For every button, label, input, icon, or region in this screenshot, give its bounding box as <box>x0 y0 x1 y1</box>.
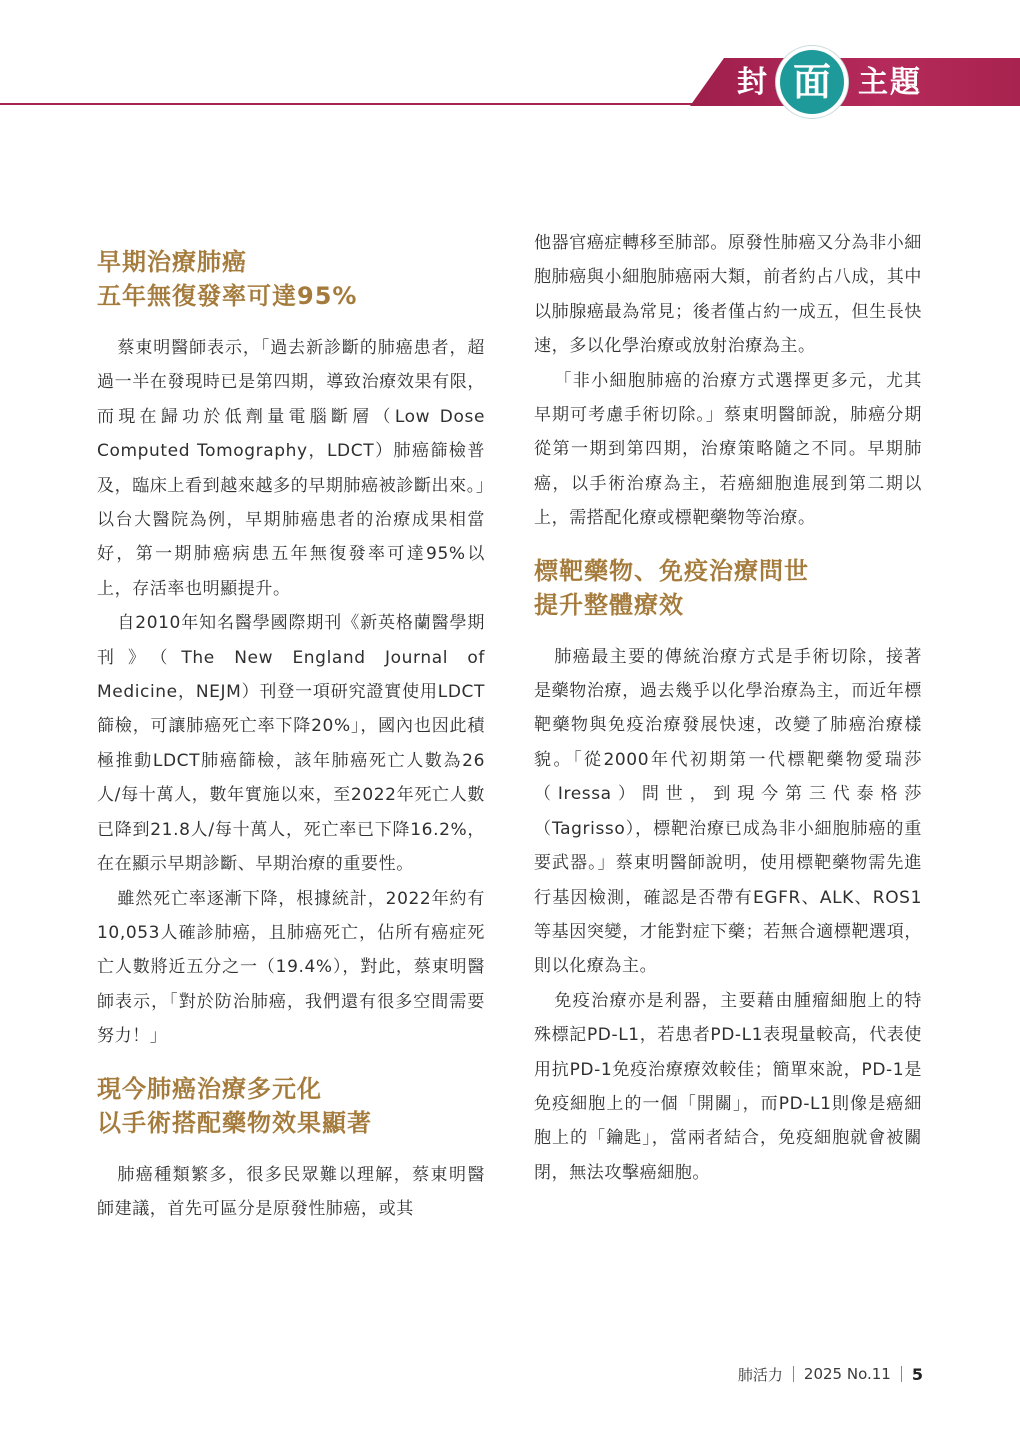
section-heading-diverse-treatment <box>97 1072 485 1140</box>
header-rule <box>0 103 700 105</box>
heading-line: 標靶藥物、免疫治療問世 <box>534 556 809 585</box>
body-paragraph: 肺癌種類繁多，很多民眾難以理解，蔡東明醫師建議，首先可區分是原發性肺癌，或其 <box>97 1164 485 1219</box>
section-heading-targeted-immuno <box>534 554 922 622</box>
section-heading-early-treatment <box>97 245 485 313</box>
body-paragraph: 免疫治療亦是利器，主要藉由腫瘤細胞上的特殊標記PD-L1，若患者PD-L1表現量較高，代表使用抗PD-1免疫治療療效較佳；簡單來說，PD-1是免疫細胞上的一個「開關」，而PD-L1則像是癌細胞上的「鑰匙」，當兩者結合，免疫細胞就會被關閉，無法攻擊癌細胞。 <box>534 990 922 1183</box>
heading-line: 以手術搭配藥物效果顯著 <box>97 1108 372 1137</box>
heading-line: 提升整體療效 <box>534 590 684 619</box>
page-footer <box>738 1362 923 1386</box>
body-paragraph: 雖然死亡率逐漸下降，根據統計，2022年約有10,053人確診肺癌，且肺癌死亡，佔所有癌症死亡人數將近五分之一（19.4%），對此，蔡東明醫師表示，「對於防治肺癌，我們還有很多空間需要努力！」 <box>97 888 485 1047</box>
heading-line: 五年無復發率可達95% <box>97 282 358 310</box>
body-paragraph: 「非小細胞肺癌的治療方式選擇更多元，尤其早期可考慮手術切除。」蔡東明醫師說，肺癌分期從第一期到第四期，治療策略隨之不同。早期肺癌，以手術治療為主，若癌細胞進展到第二期以上，需搭配化療或標靶藥物等治療。 <box>534 370 922 529</box>
heading-line: 現今肺癌治療多元化 <box>97 1074 322 1103</box>
magazine-name: 肺活力 <box>737 1365 783 1384</box>
body-paragraph: 蔡東明醫師表示，「過去新診斷的肺癌患者，超過一半在發現時已是第四期，導致治療效果有限，而現在歸功於低劑量電腦斷層（Low Dose Computed Tomography，LDCT）肺癌篩檢普及，臨床上看到越來越多的早期肺癌被診斷出來。」以台大醫院為例，早期肺癌患者的治療成果相當好，第一期肺癌病患五年無復發率可達95%以上，存活率也明顯提升。 <box>97 338 485 599</box>
body-paragraph: 自2010年知名醫學國際期刊《新英格蘭醫學期刊》（The New England Journal of Medicine，NEJM）刊登一項研究證實使用LDCT篩檢，可讓肺癌死亡率下降20%」，國內也因此積極推動LDCT肺癌篩檢，該年肺癌死亡人數為26人/每十萬人，數年實施以來，至2022年死亡人數已降到21.8人/每十萬人，死亡率已下降16.2%，在在顯示早期診斷、早期治療的重要性。 <box>97 613 485 875</box>
body-paragraph: 他器官癌症轉移至肺部。原發性肺癌又分為非小細胞肺癌與小細胞肺癌兩大類，前者約占八成，其中以肺腺癌最為常見；後者僅占約一成五，但生長快速，多以化學治療或放射治療為主。 <box>534 233 922 357</box>
page-number: 5 <box>911 1364 923 1384</box>
body-paragraph: 肺癌最主要的傳統治療方式是手術切除，接著是藥物治療，過去幾乎以化學治療為主，而近年標靶藥物與免疫治療發展快速，改變了肺癌治療樣貌。「從2000年代初期第一代標靶藥物愛瑞莎（Iressa）問世，到現今第三代泰格莎（Tagrisso），標靶治療已成為非小細胞肺癌的重要武器。」蔡東明醫師說明，使用標靶藥物需先進行基因檢測，確認是否帶有EGFR、ALK、ROS1等基因突變，才能對症下藥；若無合適標靶選項，則以化療為主。 <box>534 646 922 977</box>
header-word-right: 主題 <box>858 65 922 100</box>
header-word-left: 封 <box>737 65 769 100</box>
header-circle-badge <box>776 46 848 118</box>
header-word-circle: 面 <box>792 59 831 104</box>
heading-line: 早期治療肺癌 <box>97 248 247 276</box>
left-column <box>97 245 485 1226</box>
footer-divider <box>901 1366 902 1382</box>
footer-divider <box>793 1366 794 1382</box>
right-column <box>534 226 922 1190</box>
issue-label: 2025 No.11 <box>803 1365 891 1383</box>
